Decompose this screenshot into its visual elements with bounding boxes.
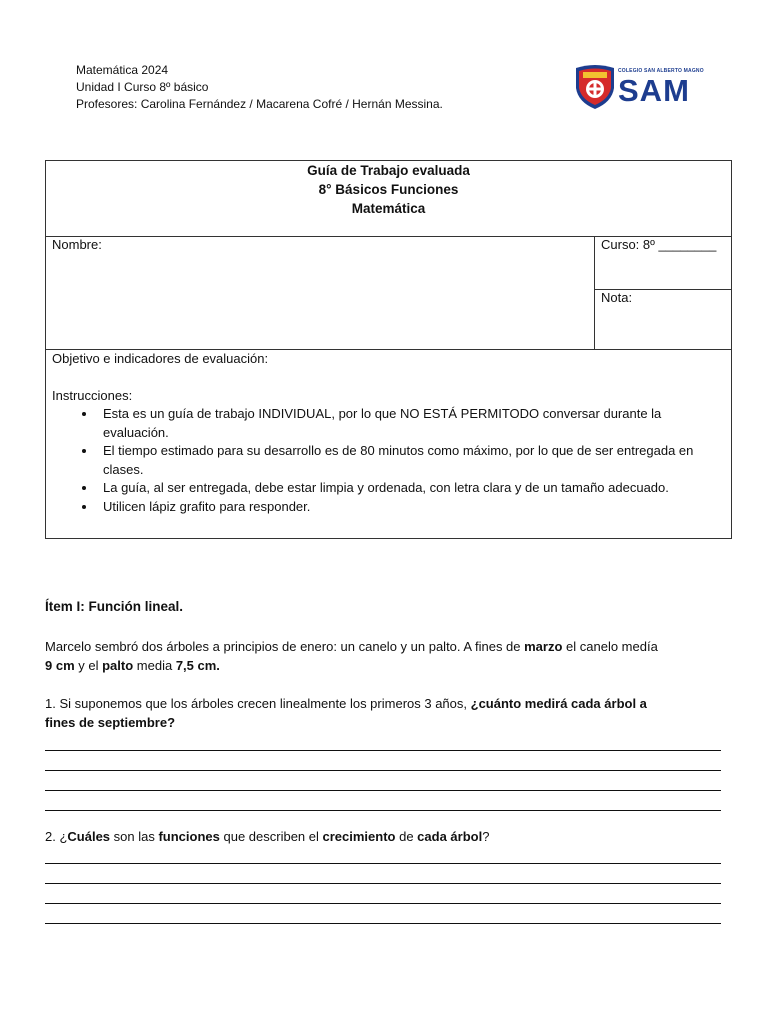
student-name-field[interactable] bbox=[46, 237, 595, 350]
answer-line[interactable] bbox=[45, 751, 721, 771]
answer-line[interactable] bbox=[45, 844, 721, 864]
instruction-item: • El tiempo estimado para su desarrollo es de 80 minutos como máximo, por lo que de ser entregada en clases. bbox=[97, 442, 725, 479]
question-text: 2. ¿ bbox=[45, 829, 68, 844]
instruction-item: • Esta es un guía de trabajo INDIVIDUAL, por lo que NO ESTÁ PERMITODO conversar durante la evaluación. bbox=[97, 405, 725, 442]
question-1 bbox=[45, 695, 665, 732]
intro-bold: 7,5 cm. bbox=[175, 657, 220, 673]
document-header bbox=[76, 62, 443, 113]
answer-line[interactable] bbox=[45, 771, 721, 791]
objectives-instructions-cell bbox=[46, 350, 732, 539]
intro-bold: palto bbox=[102, 657, 134, 673]
course-field[interactable] bbox=[595, 237, 732, 290]
intro-text: el canelo medía bbox=[562, 639, 658, 654]
header-teachers: Profesores: Carolina Fernández / Macarena Cofré / Hernán Messina. bbox=[76, 97, 443, 111]
logo-school-name: COLEGIO SAN ALBERTO MAGNO bbox=[618, 68, 704, 74]
answer-line[interactable] bbox=[45, 791, 721, 811]
intro-text: Marcelo sembró dos árboles a principios de enero: un canelo y un palto. A fines de bbox=[45, 639, 525, 654]
grade-label: Nota: bbox=[601, 289, 633, 305]
instruction-item: • Utilicen lápiz grafito para responder. bbox=[97, 498, 725, 517]
question-text: son las bbox=[110, 829, 159, 844]
guide-subject: Matemática bbox=[351, 201, 426, 216]
logo-acronym: SAM bbox=[618, 73, 690, 108]
intro-bold: marzo bbox=[524, 639, 563, 654]
question-bold: Cuáles bbox=[67, 829, 111, 844]
problem-statement bbox=[45, 638, 725, 675]
question-text: ? bbox=[482, 829, 490, 844]
answer-line[interactable] bbox=[45, 904, 721, 924]
answer-lines-q1[interactable] bbox=[45, 731, 721, 811]
answer-line[interactable] bbox=[45, 884, 721, 904]
answer-line[interactable] bbox=[45, 731, 721, 751]
instruction-item: • La guía, al ser entregada, debe estar limpia y ordenada, con letra clara y de un tamaño adecuado. bbox=[97, 479, 725, 498]
instructions-label: Instrucciones: bbox=[52, 387, 133, 403]
school-shield-icon bbox=[574, 64, 616, 110]
question-text: de bbox=[395, 829, 418, 844]
school-logo bbox=[574, 62, 706, 112]
intro-text: media bbox=[133, 657, 176, 673]
evaluation-info-table bbox=[45, 160, 732, 539]
header-subject-year: Matemática 2024 bbox=[76, 63, 169, 77]
question-bold: crecimiento bbox=[322, 829, 396, 844]
objectives-label: Objetivo e indicadores de evaluación: bbox=[52, 351, 269, 366]
question-text: que describen el bbox=[219, 829, 323, 844]
question-bold: funciones bbox=[158, 829, 220, 844]
question-text: 1. Si suponemos que los árboles crecen linealmente los primeros 3 años, bbox=[45, 696, 471, 711]
instructions-list bbox=[52, 405, 725, 516]
course-label: Curso: 8º ________ bbox=[601, 237, 717, 252]
answer-lines-q2[interactable] bbox=[45, 844, 721, 924]
section-title: Ítem I: Función lineal. bbox=[45, 599, 184, 614]
header-unit-course: Unidad I Curso 8º básico bbox=[76, 80, 209, 94]
guide-title: Guía de Trabajo evaluada bbox=[307, 163, 470, 178]
answer-line[interactable] bbox=[45, 864, 721, 884]
grade-field[interactable] bbox=[595, 289, 732, 349]
intro-bold: 9 cm bbox=[45, 657, 75, 673]
name-label: Nombre: bbox=[52, 237, 102, 252]
question-bold: cada árbol bbox=[417, 829, 483, 844]
intro-text: y el bbox=[74, 657, 103, 673]
guide-course-topic: 8° Básicos Funciones bbox=[318, 182, 459, 197]
question-bold: ¿cuánto medirá cada árbol a fines de septiembre? bbox=[45, 696, 647, 730]
guide-title-cell bbox=[46, 161, 732, 237]
